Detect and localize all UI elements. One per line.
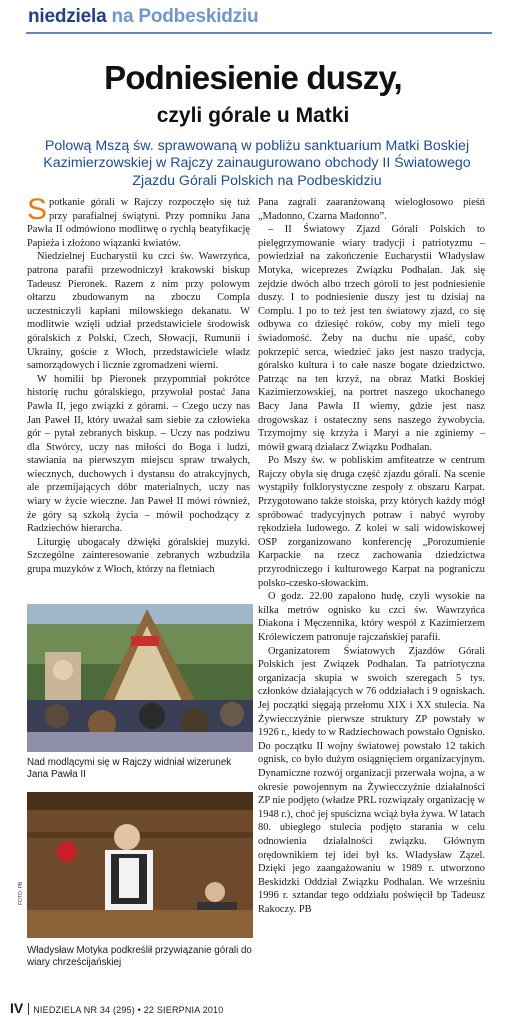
footer-divider [28,1003,29,1015]
paragraph: – II Światowy Zjazd Górali Polskich to pielęgrzymowanie wiary tradycji i patriotyzmu – powiedział na zakończenie Eucharystii Władysław Motyka, wiceprezes Związku Podhalan. Jak się zejdzie dwóch albo trzech góroli to jest podniesienie duszy. I to podniesienie duszy jest tu dzisiaj na Complu. I po to też jest ten światowy zjazd, co się odbywa co dziesięć roków, coby my mieli tego świadomość. Żeby na duchu nie upaść, coby pokrzepić serca, wiedzieć jako jest naszo tradycja, góralsko kultura i to całe nasze bogate dziedzictwo. Patrząc na ten krzyż, na obraz Matki Boskiej Kazimierzowskiej, na portret naszego ukochanego Bacy Jana Pawła II wiemy, gdzie jest nasz drogowskaz i ostateczny sens naszego żywobycia. Trzymojmy się krzyża i Maryi a nie zginiemy – mówił gwarą działacz Związku Podhalan. [258,224,485,453]
paragraph: Liturgię ubogacały dźwięki góralskiej muzyki. Szczególne zainteresowanie zebranych wzbudziła grupa muzyków z Włoch, którzy na fletniach [27,536,250,576]
paragraph: W homilii bp Pieronek przypomniał pokrótce historię ruchu góralskiego, przywołał postać Jana Pawła II, jego związki z górami. – Czego uczy nas Jan Paweł II, który uważał sam siebie za człowieka gór – pytał zebranych biskup. – Uczy nas podziwu dla Stwórcy, uczy nas miłości do Boga i ludzi, stawiania na pierwszym miejscu spraw trwałych, wiecznych, duchowych i dystansu do atrakcyjnych, ale przemijających dóbr materialnych, uczy nas wiary w życie wieczne. Jan Paweł II mówi również, że góry są szkołą życia – mówił pochodzący z Radziechów hierarcha. [27,373,250,535]
page-number: IV [10,1000,24,1016]
publication-info: NIEDZIELA NR 34 (295) • 22 SIERPNIA 2010 [33,1005,224,1015]
article-subtitle: czyli górale u Matki [156,104,350,127]
paragraph: Organizatorem Światowych Zjazdów Górali Polskich jest Związek Podhalan. Ta patriotyczna organizacja skupia w swoich szeregach 5 tys. członków działających w 76 oddziałach i 9 ogniskach. Jej początki sięgają przełomu XIX i XX stulecia. Na Żywiecczyźnie pierwsze struktury ZP powstały w 1926 r., kiedy to w Radziechowach powstało Ognisko. Do początku II wojny światowej powstało 12 takich ognisk, co było dużym osiągnięciem organizacyjnym. Dynamiczne rozwój organizacji przerwała wojna, a w okresie powojennym na Żywiecczyźnie działalności ZP nie podjęto (władze PRL rozwiązały organizację w 1948 r.), choć jej spuścizna wciąż była żywa. W latach 80. ubiegłego stulecia podjęto starania w celu odnowienia działalności związku. Głównym orędownikiem tej idei był ks. Władysław Zązel. Dzięki jego zaangażowaniu w 1989 r. utworzono Beskidzki Oddział Związku Podhalan. We wrześniu 1996 r. sztandar tego oddziału poświęcił bp Tadeusz Rakoczy. PB [258,645,485,915]
page-footer [10,1000,223,1018]
section-header [28,6,258,28]
photo-caption: Nad modlącymi się w Rajczy widniał wizerunek Jana Pawła II [27,757,232,780]
header-region: na Podbeskidziu [111,6,259,27]
photo-caption: Władysław Motyka podkreślił przywiązanie górali do wiary chrześcijańskiej [27,945,252,968]
paragraph: Niedzielnej Eucharystii ku czci św. Wawrzyńca, patrona parafii przewodniczył krakowski biskup Tadeusz Pieronek. Razem z nim przy polowym ołtarzu zbudowanym na zboczu Compla uczestniczyli kapłani milowskiego dekanatu. W modlitwie wzięli udział przedstawiciele środowisk góralskich z Polski, Czech, Słowacji, Rumunii i Ukrainy, goście z Włoch, przedstawiciele władz samorządowych i licznie zgromadzeni wierni. [27,251,250,372]
photo-credit: FOTO: PB [18,881,24,905]
article-column-left [27,196,250,611]
paragraph: O godz. 22.00 zapalono hudę, czyli wysokie na kilka metrów ognisko ku czci św. Wawrzyńca Diakona i Męczennika, który wespół z Kazimierzem Królewiczem patronuje rajczańskiej parafii. [258,591,485,643]
article-title: Podniesienie duszy, [104,59,402,96]
photo-mass-pope-image [27,604,253,752]
header-rule [26,32,492,34]
paragraph [27,196,250,250]
paragraph: Po Mszy św. w pobliskim amfiteatrze w centrum Rajczy obyła się druga część zjazdu górali. Na scenie wystąpiły folklorystyczne zespoły z obszaru Karpat. Przygotowano także stoiska, przy których każdy mógł spróbować tradycyjnych potraw i nabyć wyroby rękodzieła ludowego. Z kolei w sali widowiskowej OSP zorganizowano konferencję „Porozumienie Karpackie na rzecz zachowania dziedzictwa przyrodniczego i kulturowego Karpat na pograniczu polsko-czesko-słowackim. [258,455,485,589]
paragraph-text: potkanie górali w Rajczy rozpoczęło się tuż przy parafialnej świątyni. Przy pomniku Jana Pawła II odmówiono modlitwę o rychłą beatyfikację Papieża i złożono wiązanki kwiatów. [27,197,250,249]
drop-cap: S [27,196,48,226]
paragraph: Pana zagrali zaaranżowaną wielogłosowo pieśń „Madonno, Czarna Madonno”. [258,197,485,222]
header-brand: niedziela [28,6,107,27]
article-column-right [258,196,485,976]
photo-speaker-image [27,792,253,938]
article-lead: Polową Mszą św. sprawowaną w pobliżu sanktuarium Matki Boskiej Kazimierzowskiej w Rajczy zainaugurowano obchody II Światowego Zjazdu Górali Polskich na Podbeskidziu [43,138,471,189]
